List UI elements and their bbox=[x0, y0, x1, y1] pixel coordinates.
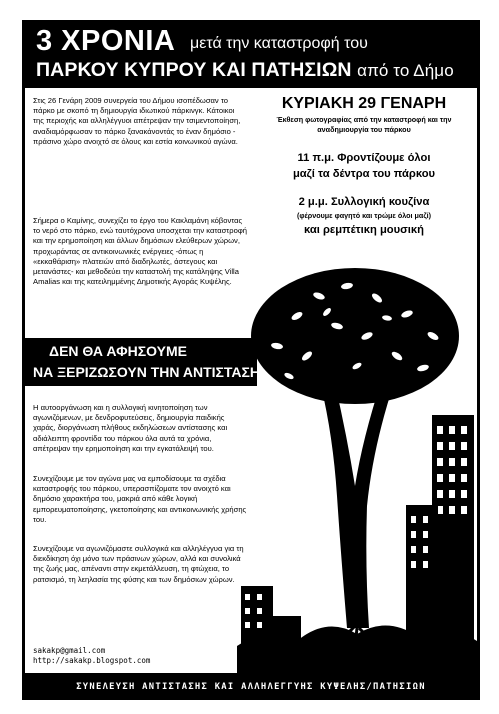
event-morning-line-2: μαζί τα δέντρα του πάρκου bbox=[292, 168, 436, 180]
paragraph-struggle bbox=[33, 474, 247, 525]
poster bbox=[22, 20, 480, 700]
paragraph-solidarity bbox=[33, 544, 247, 585]
paragraph-selforganization bbox=[33, 403, 247, 454]
slogan-line-2: ΝΑ ΞΕΡΙΖΩΣΟΥΝ ΤΗΝ ΑΝΤΙΣΤΑΣΗ bbox=[33, 364, 261, 380]
contact-email[interactable]: sakakp@gmail.com bbox=[33, 646, 106, 655]
paragraph-today-text: Σήμερα ο Καμίνης, συνεχίζει το έργο του Κακλαμάνη κόβοντας το νερό στο πάρκο, ενώ ταυτόχρονα υποσχεται την καταστροφή και την ερημοποίηση και άλλων δημόσιων ελεύθερων χώρων, προχωράντας σε αντικοινωνικές ενέργειες -όπως η «εκκαθάριση» πλατειών από διαδηλωτές, άστεγους και μετανάστες- και μεθοδεύει την καταστολή της κατάληψης Villa Amalias και της κατειλημμένης Δημοτικής Αγοράς Κυψέλης. bbox=[33, 216, 247, 287]
paragraph-struggle-text: Συνεχίζουμε με τον αγώνα μας να εμποδίσουμε τα σχέδια καταστροφής του πάρκου, υπερασπίζοματε τον ανοιχτό και δημόσιο χαρακτήρα του, μακριά από κάθε λογική εμπορευματοποίησης, γκετοποίησης και αντικοινωνικής χρήσης του. bbox=[33, 474, 247, 524]
headline-subtitle: μετά την καταστροφή του bbox=[190, 35, 368, 52]
tree-canopy bbox=[251, 268, 459, 404]
contact-info bbox=[33, 646, 150, 666]
buildings-right bbox=[407, 416, 473, 666]
slogan-line-1: ΔΕΝ ΘΑ ΑΦΗΣΟΥΜΕ bbox=[49, 343, 187, 359]
event-morning-line-1: 11 π.μ. Φροντίζουμε όλοι bbox=[297, 152, 431, 164]
headline-park bbox=[36, 58, 454, 83]
event-exhibition: Έκθεση φωτογραφίας από την καταστροφή και την αναδημιουργία του πάρκου bbox=[276, 115, 452, 134]
paragraph-selforganization-text: Η αυτοοργάνωση και η συλλογική κινητοποίηση των αγωνιζόμενων, με δενδροφυτεύσεις, δημιουργία παιδικής χαράς, διοργάνωση πλήθους εκδηλώσεων αντίστασης και αδιάλειπτη φροντίδα του πάρκου όλα αυτά τα χρόνια, απέτρεψαν την ερημοποίηση και την εγκατάλειψή του. bbox=[33, 403, 228, 453]
content-panel bbox=[25, 88, 477, 673]
tree-trunk bbox=[321, 376, 395, 628]
event-afternoon-line-2: και ρεμπέτικη μουσική bbox=[304, 224, 424, 236]
paragraph-history bbox=[33, 96, 247, 147]
contact-blog-link[interactable]: http://sakakp.blogspot.com bbox=[33, 656, 151, 665]
paragraph-today bbox=[33, 216, 247, 287]
paragraph-history-text: Στις 26 Γενάρη 2009 συνεργεία του Δήμου ισοπέδωσαν το πάρκο με σκοπό τη δημιουργία ιδιωτικού πάρκινγκ. Κάτοικοι της περιοχής και αλληλέγγυοι απέτρεψαν την τσιμεντοποίηση, αναδιαμόρφωσαν το πάρκο ξανακάνοντάς το έναν δημόσιο - πράσινο χώρο ανοιχτό σε όλους και εστία κοινωνικού αγώνα. bbox=[33, 96, 241, 146]
headline-years: 3 ΧΡΟΝΙΑ bbox=[36, 25, 176, 57]
paragraph-solidarity-text: Συνεχίζουμε να αγωνιζόμαστε συλλογικά και αλληλέγγυα για τη διεκδίκηση όχι μόνο των πράσινων χώρων, αλλά και συνολικά της ζωής μας, απέναντι στην εκμετάλλευση, τη φτώχεια, το ρατσισμό, τη λεηλασία της φύσης και των δημόσιων χώρων. bbox=[33, 544, 244, 584]
event-afternoon-line-1: 2 μ.μ. Συλλογική κουζίνα bbox=[298, 196, 430, 208]
headline-park-name: ΠΑΡΚΟΥ ΚΥΠΡΟΥ ΚΑΙ ΠΑΤΗΣΙΩΝ bbox=[36, 59, 352, 81]
event-afternoon-note: (φέρνουμε φαγητό και τρώμε όλοι μαζί) bbox=[296, 211, 432, 220]
footer-assembly: ΣΥΝΕΛΕΥΣΗ ΑΝΤΙΣΤΑΣΗΣ ΚΑΙ ΑΛΛΗΛΕΓΓΥΗΣ ΚΥΨΕΛΗΣ/ΠΑΤΗΣΙΩΝ bbox=[76, 682, 426, 692]
event-date: ΚΥΡΙΑΚΗ 29 ΓΕΝΑΡΗ bbox=[281, 95, 447, 112]
headline-by-municipality: από το Δήμο bbox=[357, 61, 454, 80]
slogan-banner bbox=[25, 338, 261, 386]
tree-city-illustration bbox=[237, 256, 477, 673]
poster-header bbox=[22, 20, 480, 86]
